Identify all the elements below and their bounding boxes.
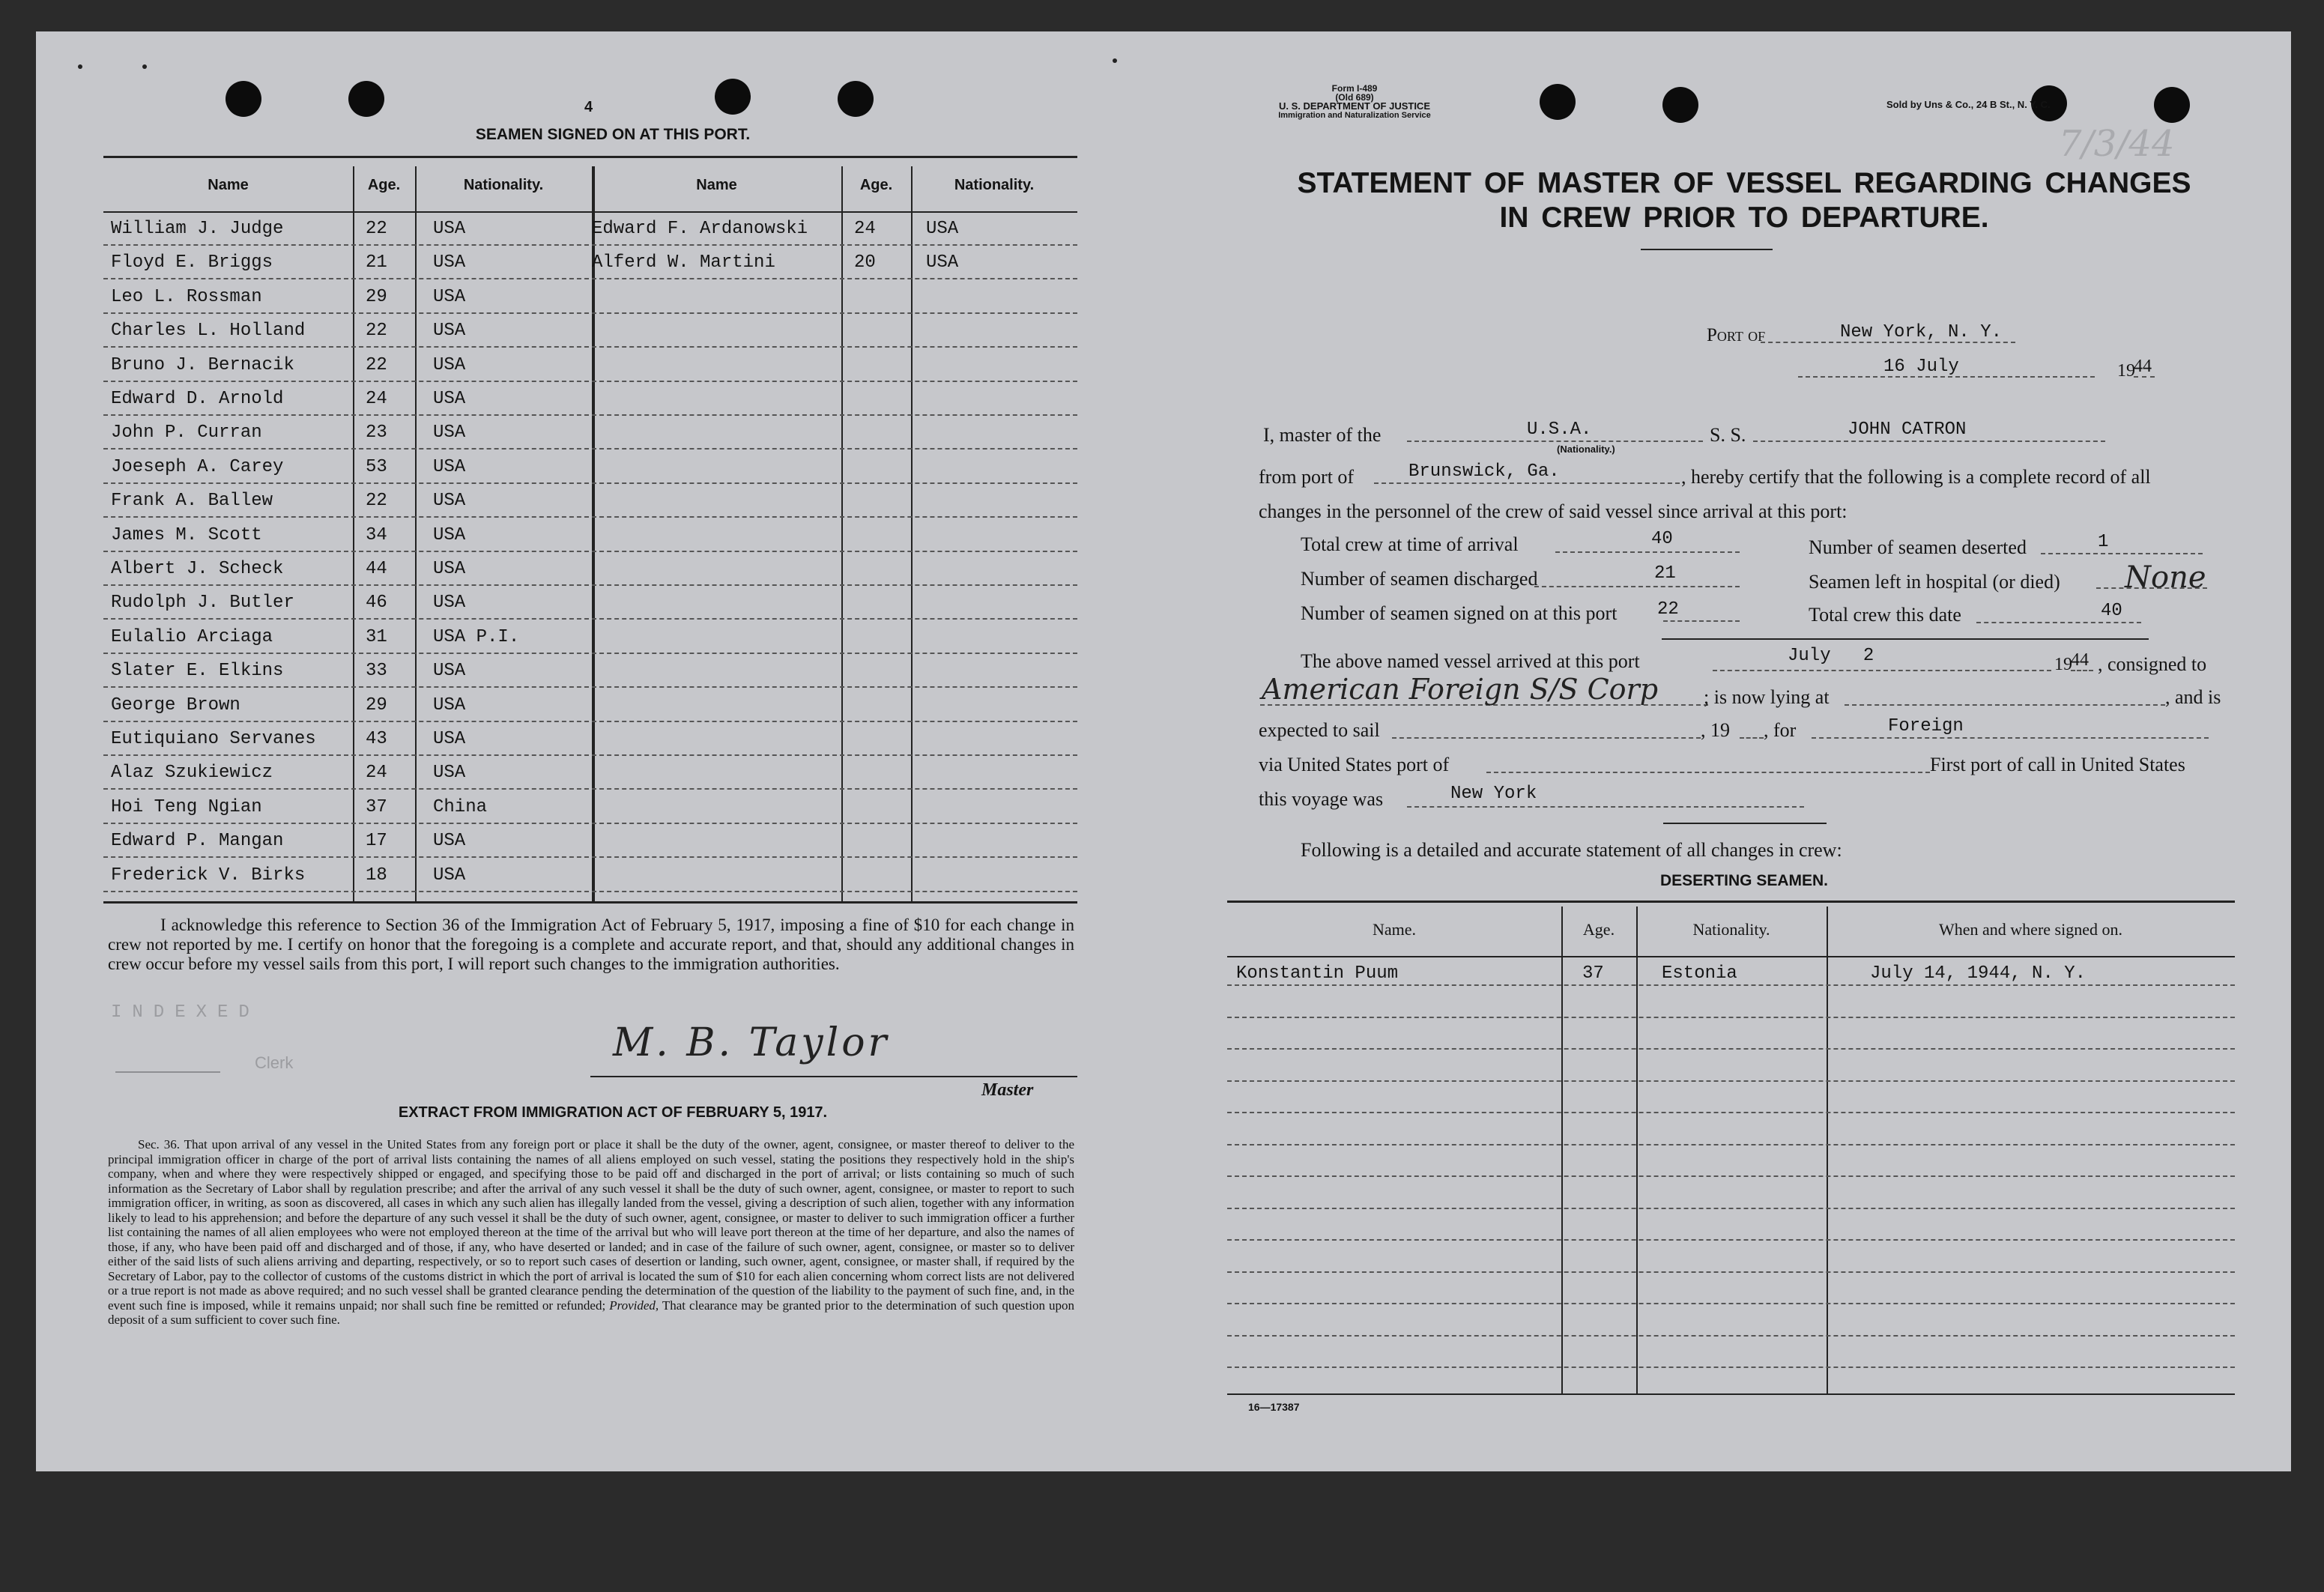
deserting-title: DESERTING SEAMEN. — [1659, 872, 1829, 889]
seller-line: Sold by Uns & Co., 24 B St., N. Y. C. — [1886, 99, 2051, 110]
row-rule — [1227, 1239, 2235, 1241]
seaman-nationality: USA — [433, 831, 466, 852]
punch-hole — [1540, 84, 1576, 120]
destination-value: Foreign — [1888, 716, 1964, 736]
deserter-name: Konstantin Puum — [1236, 963, 1399, 984]
row-rule — [103, 584, 1077, 586]
total-crew-date-label: Total crew this date — [1809, 604, 1961, 626]
seaman-nationality: USA — [926, 252, 959, 273]
row-rule — [1227, 1080, 2235, 1082]
total-crew-arrival-value: 40 — [1651, 529, 1673, 549]
title-rule — [1641, 249, 1773, 250]
deserter-age: 37 — [1582, 963, 1604, 984]
row-rule — [1227, 1048, 2235, 1050]
col-divider — [1636, 907, 1638, 1393]
row-rule — [103, 754, 1077, 756]
from-port-line — [1374, 482, 1680, 484]
via-line — [1486, 772, 1930, 773]
seaman-nationality: USA — [433, 694, 466, 715]
extract-title: EXTRACT FROM IMMIGRATION ACT OF FEBRUARY 5, 1917. — [398, 1104, 828, 1121]
seaman-nationality: USA — [433, 763, 466, 784]
seaman-nationality: USA — [433, 286, 466, 307]
master-of-label: I, master of the — [1263, 424, 1382, 446]
seaman-age: 53 — [366, 456, 387, 477]
seaman-nationality: USA — [433, 661, 466, 682]
row-rule — [103, 788, 1077, 790]
lying-label: ; is now lying at — [1704, 686, 1830, 708]
and-is-label: , and is — [2165, 686, 2221, 708]
row-rule — [103, 516, 1077, 518]
punch-hole — [348, 81, 384, 117]
seaman-nationality: USA — [433, 252, 466, 273]
punch-hole — [838, 81, 874, 117]
following-text: Following is a detailed and accurate statement of all changes in crew: — [1301, 839, 1842, 861]
seaman-nationality: USA — [433, 865, 466, 886]
via-label: via United States port of — [1259, 754, 1450, 775]
deserted-line — [2041, 553, 2203, 554]
row-rule — [103, 618, 1077, 620]
seaman-age: 24 — [366, 763, 387, 784]
seaman-name: Rudolph J. Butler — [111, 593, 294, 614]
row-rule — [103, 653, 1077, 654]
speck — [1113, 58, 1117, 63]
deserted-value: 1 — [2098, 532, 2109, 552]
seaman-name: Eutiquiano Servanes — [111, 729, 316, 749]
row-rule — [1227, 1303, 2235, 1304]
row-rule — [103, 414, 1077, 416]
signed-on-label: Number of seamen signed on at this port — [1301, 602, 1618, 624]
speck — [78, 64, 82, 69]
voyage-label: this voyage was — [1259, 788, 1384, 810]
row-rule — [103, 312, 1077, 314]
header-name: Name — [208, 177, 249, 193]
seaman-age: 44 — [366, 559, 387, 579]
col-divider — [592, 166, 595, 901]
total-crew-date-value: 40 — [2101, 601, 2122, 621]
acknowledgment-text: I acknowledge this reference to Section 36 of the Immigration Act of February 5, 1917, imposing a fine of $10 for each change in crew not reported by me. I certify on honor that the foregoing is a complete and accurate report, and that, should any additional changes in crew occur before my vessel sails from this port, I will report such changes to the immigration authorities. — [108, 915, 1074, 973]
row-rule — [103, 686, 1077, 688]
row-rule — [1227, 1208, 2235, 1209]
date-day-month: 16 July — [1883, 357, 1959, 377]
seaman-age: 22 — [366, 219, 387, 239]
date-year: 44 — [2134, 357, 2152, 376]
seaman-name: Edward D. Arnold — [111, 389, 284, 409]
table-bottom-rule — [103, 901, 1077, 904]
header-age: Age. — [859, 177, 893, 193]
signed-on-line — [1663, 620, 1740, 622]
arrived-line — [1713, 670, 2051, 671]
row-rule — [1227, 984, 2235, 986]
seaman-name: George Brown — [111, 694, 240, 715]
header-nationality: Nationality. — [954, 177, 1035, 193]
table-top-rule — [103, 156, 1077, 158]
arrived-label: The above named vessel arrived at this port — [1301, 650, 1640, 672]
seaman-age: 21 — [366, 252, 387, 273]
date-year-prefix: 19 — [2117, 361, 2135, 381]
master-signature: M. B. Taylor — [613, 1020, 890, 1065]
consigned-label: , consigned to — [2098, 653, 2207, 675]
form-number: Form I-489 — [1331, 83, 1378, 94]
section-label: Sec. 36. — [138, 1137, 180, 1151]
seaman-age: 23 — [366, 423, 387, 444]
seaman-age: 22 — [366, 321, 387, 342]
from-port-value: Brunswick, Ga. — [1408, 461, 1560, 482]
title-line-1: STATEMENT OF MASTER OF VESSEL REGARDING CHANGES — [1297, 167, 2191, 199]
seaman-age: 24 — [854, 219, 876, 239]
row-rule — [103, 823, 1077, 824]
discharged-line — [1534, 586, 1740, 587]
seaman-nationality: USA P.I. — [433, 626, 520, 647]
nationality-value: U.S.A. — [1527, 420, 1592, 440]
seaman-age: 29 — [366, 286, 387, 307]
footer-code: 16—17387 — [1248, 1401, 1300, 1413]
row-rule — [103, 278, 1077, 279]
consignee-value: American Foreign S/S Corp — [1262, 673, 1659, 706]
title-line-2: IN CREW PRIOR TO DEPARTURE. — [1499, 202, 1989, 234]
row-rule — [103, 448, 1077, 450]
row-rule — [103, 551, 1077, 552]
seaman-age: 29 — [366, 694, 387, 715]
seaman-age: 31 — [366, 626, 387, 647]
port-label: Port of — [1707, 325, 1766, 345]
old-form-number: (Old 689) — [1335, 92, 1374, 103]
header-age: Age. — [367, 177, 401, 193]
punch-hole — [2154, 87, 2190, 123]
speck — [142, 64, 147, 69]
deserting-header-rule — [1227, 956, 2235, 957]
deserting-header-age: Age. — [1582, 920, 1615, 939]
table-header-rule — [103, 211, 1077, 213]
seaman-name: Slater E. Elkins — [111, 661, 284, 682]
seaman-age: 37 — [366, 796, 387, 817]
first-port-label: First port of call in United States — [1930, 754, 2185, 775]
page-number: 4 — [584, 99, 593, 115]
seaman-nationality: USA — [433, 389, 466, 409]
section-title: SEAMEN SIGNED ON AT THIS PORT. — [475, 126, 751, 143]
seaman-age: 18 — [366, 865, 387, 886]
row-rule — [103, 346, 1077, 348]
from-port-label: from port of — [1259, 466, 1355, 488]
seaman-name: Alaz Szukiewicz — [111, 763, 273, 784]
seaman-name: William J. Judge — [111, 219, 284, 239]
seaman-nationality: USA — [433, 593, 466, 614]
nationality-line — [1407, 441, 1703, 442]
seaman-name: Eulalio Arciaga — [111, 626, 273, 647]
for-label: , for — [1764, 719, 1797, 741]
department: U. S. DEPARTMENT OF JUSTICE — [1279, 100, 1430, 112]
sail-year-line — [1740, 737, 1764, 739]
deserting-top-rule — [1227, 901, 2235, 903]
seaman-nationality: USA — [926, 219, 959, 239]
seaman-name: Edward F. Ardanowski — [592, 219, 808, 239]
signature-rule — [590, 1076, 1077, 1077]
seaman-name: James M. Scott — [111, 524, 262, 545]
arrived-year: 44 — [2071, 650, 2089, 670]
punch-hole — [715, 79, 751, 115]
arrived-year-line — [2071, 670, 2093, 671]
seaman-age: 22 — [366, 491, 387, 512]
hospital-label: Seamen left in hospital (or died) — [1809, 571, 2060, 593]
discharged-label: Number of seamen discharged — [1301, 568, 1538, 590]
seaman-age: 22 — [366, 354, 387, 375]
seaman-age: 33 — [366, 661, 387, 682]
seaman-nationality: USA — [433, 559, 466, 579]
voyage-rule — [1663, 823, 1827, 824]
crew-summary-rule — [1662, 638, 2149, 640]
extract-body-end: That clearance may be granted prior to the determination of such question upon deposit of a sum sufficient to cover such fine. — [108, 1298, 1075, 1327]
seaman-age: 34 — [366, 524, 387, 545]
seaman-name: Leo L. Rossman — [111, 286, 262, 307]
seaman-nationality: China — [433, 796, 488, 817]
seaman-name: Joeseph A. Carey — [111, 456, 284, 477]
seaman-nationality: USA — [433, 491, 466, 512]
seaman-age: 17 — [366, 831, 387, 852]
arrived-year-prefix: 19 — [2054, 655, 2072, 674]
discharged-value: 21 — [1654, 563, 1676, 584]
total-crew-arrival-line — [1555, 551, 1740, 553]
row-rule — [103, 856, 1077, 858]
row-rule — [1227, 1175, 2235, 1177]
row-rule — [103, 381, 1077, 382]
deserter-nationality: Estonia — [1662, 963, 1737, 984]
row-rule — [103, 721, 1077, 722]
service: Immigration and Naturalization Service — [1278, 111, 1431, 120]
seaman-nationality: USA — [433, 423, 466, 444]
total-crew-arrival-label: Total crew at time of arrival — [1301, 533, 1519, 555]
deserter-signed-on: July 14, 1944, N. Y. — [1870, 963, 2087, 984]
stamp-rule — [115, 1071, 220, 1073]
deserting-header-nationality: Nationality. — [1692, 920, 1770, 939]
header-name: Name — [696, 177, 737, 193]
destination-line — [1812, 737, 2209, 739]
seaman-name: Floyd E. Briggs — [111, 252, 273, 273]
seaman-name: Bruno J. Bernacik — [111, 354, 294, 375]
certify-text: , hereby certify that the following is a complete record of all — [1681, 466, 2151, 488]
row-rule — [103, 244, 1077, 246]
corner-note: 7/3/44 — [2059, 123, 2175, 165]
lying-line — [1845, 704, 2165, 706]
voyage-port: New York — [1450, 784, 1537, 804]
seaman-age: 24 — [366, 389, 387, 409]
seaman-age: 43 — [366, 729, 387, 749]
seaman-nationality: USA — [433, 354, 466, 375]
seaman-name: Charles L. Holland — [111, 321, 306, 342]
ss-label: S. S. — [1710, 424, 1746, 446]
signed-on-value: 22 — [1657, 599, 1679, 620]
deserting-header-when: When and where signed on. — [1939, 920, 2122, 939]
seaman-name: Frederick V. Birks — [111, 865, 306, 886]
row-rule — [1227, 1271, 2235, 1273]
seaman-name: Albert J. Scheck — [111, 559, 284, 579]
col-divider — [841, 166, 843, 901]
row-rule — [1227, 1366, 2235, 1368]
hospital-value: None — [2125, 560, 2206, 595]
header-nationality: Nationality. — [463, 177, 544, 193]
seaman-name: Frank A. Ballew — [111, 491, 273, 512]
seaman-name: Edward P. Mangan — [111, 831, 284, 852]
deserted-label: Number of seamen deserted — [1809, 536, 2027, 558]
vessel-line — [1753, 441, 2105, 442]
total-crew-date-line — [1976, 622, 2141, 623]
col-divider — [911, 166, 913, 901]
seaman-name: Hoi Teng Ngian — [111, 796, 262, 817]
col-divider — [1827, 907, 1828, 1393]
expected-label: expected to sail — [1259, 719, 1380, 741]
deserting-bottom-rule — [1227, 1393, 2235, 1395]
deserting-header-name: Name. — [1372, 920, 1417, 939]
arrived-date: July 2 — [1788, 646, 1874, 666]
row-rule — [1227, 1112, 2235, 1113]
row-rule — [1227, 1335, 2235, 1337]
statement-title — [1220, 166, 2269, 235]
indexed-stamp: INDEXED — [111, 1002, 260, 1023]
row-rule — [103, 482, 1077, 484]
expected-line — [1392, 737, 1701, 739]
vessel-name: JOHN CATRON — [1848, 420, 1967, 440]
port-value: New York, N. Y. — [1840, 322, 2003, 342]
seaman-nationality: USA — [433, 729, 466, 749]
punch-hole — [226, 81, 261, 117]
seaman-nationality: USA — [433, 524, 466, 545]
voyage-line — [1407, 806, 1804, 808]
changes-text: changes in the personnel of the crew of said vessel since arrival at this port: — [1259, 500, 1848, 522]
year-line — [2134, 376, 2155, 378]
seaman-nationality: USA — [433, 456, 466, 477]
punch-hole — [1662, 87, 1698, 123]
nationality-caption: (Nationality.) — [1557, 444, 1615, 455]
seaman-nationality: USA — [433, 219, 466, 239]
form-header — [1236, 84, 1473, 120]
document-sheet — [36, 31, 2291, 1471]
master-label: Master — [981, 1080, 1034, 1100]
seaman-name: Alferd W. Martini — [592, 252, 775, 273]
extract-body: That upon arrival of any vessel in the United States from any foreign port or place it shall be the duty of the owner, agent, consignee, or master thereof to deliver to the principal immigration officer in charge of the port of arrival lists containing the names of all aliens employed on such vessel, stating the positions they respectively hold in the ship's company, when and where they were respectively shipped or engaged, and specifying those to be paid off and discharged in the port of arrival; or lists containing so much of such information as the Secretary of Labor shall by regulation prescribe; and after the arrival of any such vessel it shall be the duty of such owner, agent, consignee, or master to report to such immigration officer, in writing, as soon as discovered, all cases in which any such alien has illegally landed from the vessel, giving a description of such alien, together with any information likely to lead to his apprehension; and before the departure of any such vessel it shall be the duty of such owner, agent, consignee, or master to deliver to such immigration officer a further list containing the names of all alien employees who were not employed thereon at the time of the arrival but who will leave port thereon at the time of her departure, and also the names of those, if any, who have been paid off and discharged and of those, if any, who have deserted or landed; and in case of the failure of such owner, agent, consignee, or master so to deliver either of the said lists of such aliens arriving and departing, respectively, or so to report such cases of desertion or landing, such owner, agent, consignee, or master shall, if required by the Secretary of Labor, pay to the collector of customs of the customs district in which the port of arrival is located the sum of $10 for each alien concerning whom correct lists are not delivered or a true report is not made as above required; and no such vessel shall be granted clearance pending the determination of the question of the liability to the payment of such fine, and, in the event such fine is imposed, while it remains unpaid; nor shall such fine be remitted or refunded; — [108, 1137, 1075, 1313]
row-rule — [1227, 1144, 2235, 1145]
clerk-label: Clerk — [255, 1053, 294, 1072]
col-divider — [415, 166, 417, 901]
seaman-name: John P. Curran — [111, 423, 262, 444]
row-rule — [103, 891, 1077, 892]
seaman-age: 20 — [854, 252, 876, 273]
col-divider — [1561, 907, 1563, 1393]
seaman-nationality: USA — [433, 321, 466, 342]
sail-year: , 19 — [1701, 719, 1730, 741]
col-divider — [353, 166, 354, 901]
seaman-age: 46 — [366, 593, 387, 614]
extract-text — [108, 1137, 1074, 1328]
extract-provided: Provided, — [609, 1298, 659, 1313]
row-rule — [1227, 1017, 2235, 1018]
